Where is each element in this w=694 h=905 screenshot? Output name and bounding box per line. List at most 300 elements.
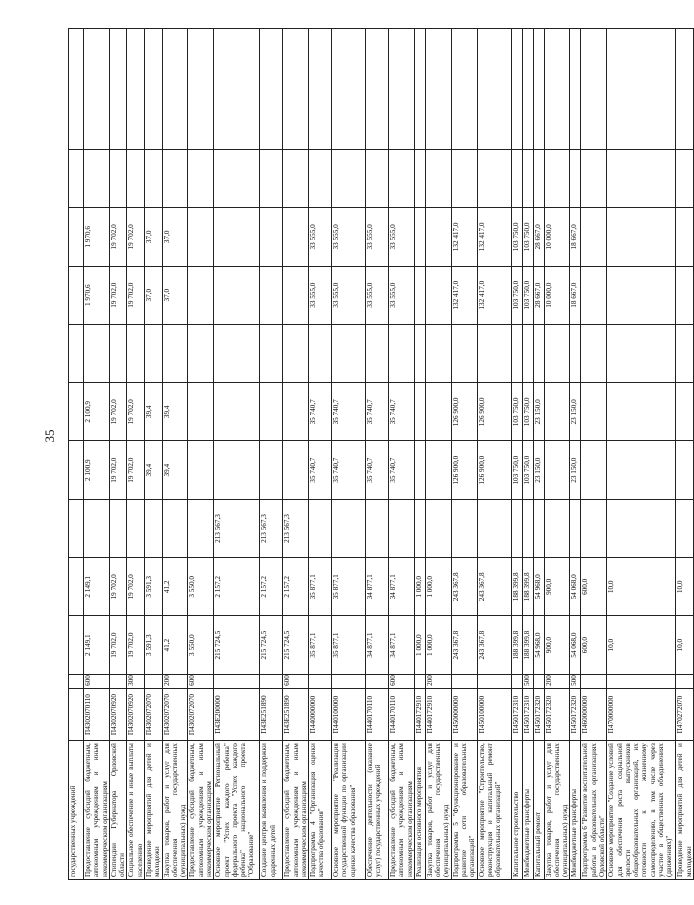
table-cell-v9 bbox=[214, 149, 260, 207]
table-cell-v3 bbox=[607, 499, 676, 557]
table-cell-v7 bbox=[676, 266, 694, 324]
table-cell-v8 bbox=[676, 208, 694, 266]
table-cell-v9 bbox=[570, 149, 581, 207]
table-cell-type: 200 bbox=[162, 674, 188, 688]
table-cell-v3: 213 567,3 bbox=[214, 499, 260, 557]
table-cell-v2: 35 877,1 bbox=[309, 558, 332, 616]
table-cell-code: П43E251890 bbox=[260, 688, 283, 740]
table-cell-name: Проведение мероприятий для детей и молодежи bbox=[144, 741, 162, 880]
table-cell-v8 bbox=[214, 208, 260, 266]
table-cell-v7 bbox=[425, 266, 451, 324]
table-cell-v3 bbox=[511, 499, 522, 557]
table-cell-v9 bbox=[522, 149, 533, 207]
table-cell-type: 600 bbox=[283, 674, 309, 688]
table-cell-v4 bbox=[676, 441, 694, 499]
table-cell-v5 bbox=[581, 383, 607, 441]
table-cell-v8 bbox=[607, 208, 676, 266]
table-cell-v3 bbox=[451, 499, 477, 557]
table-cell-name: Основное мероприятие "Создание условий для обеспечения роста социальной зрелости выпускников общеобразовательных организаций, их готовности к жизненному самоопределению, в том числе через участие в общественных объединениях (движениях)" bbox=[607, 741, 676, 880]
table-cell-v2: 35 877,1 bbox=[332, 558, 366, 616]
table-cell-v1: 54 968,0 bbox=[533, 616, 544, 674]
table-cell-v5: 39,4 bbox=[144, 383, 162, 441]
table-cell-v8: 103 750,0 bbox=[522, 208, 533, 266]
table-cell-v6 bbox=[84, 324, 110, 382]
table-cell-v6 bbox=[451, 324, 477, 382]
table-cell-v3 bbox=[366, 499, 389, 557]
table-cell-v8: 18 667,0 bbox=[570, 208, 581, 266]
table-cell-code: П4302072070 bbox=[162, 688, 188, 740]
table-cell-v4 bbox=[581, 441, 607, 499]
table-cell-v5 bbox=[69, 383, 84, 441]
table-cell-v6 bbox=[477, 324, 511, 382]
table-cell-v1: 34 877,1 bbox=[366, 616, 389, 674]
table-cell-type bbox=[214, 674, 260, 688]
table-cell-type bbox=[144, 674, 162, 688]
table-cell-v4 bbox=[544, 441, 570, 499]
table-cell-v10 bbox=[260, 29, 283, 150]
table-cell-v3 bbox=[109, 499, 127, 557]
table-cell-v6 bbox=[522, 324, 533, 382]
table-cell-v6 bbox=[366, 324, 389, 382]
budget-table-body bbox=[69, 29, 694, 880]
table-cell-v5 bbox=[188, 383, 214, 441]
table-cell-v1: 2 149,1 bbox=[84, 616, 110, 674]
table-cell-v4: 19 702,0 bbox=[109, 441, 127, 499]
table-cell-code: П450100000 bbox=[477, 688, 511, 740]
table-cell-v2: 2 157,2 bbox=[214, 558, 260, 616]
table-cell-v9 bbox=[260, 149, 283, 207]
table-cell-v9 bbox=[127, 149, 145, 207]
table-cell-v1: 1 000,0 bbox=[425, 616, 451, 674]
table-cell-v1: 41,2 bbox=[162, 616, 188, 674]
table-cell-v3: 213 567,3 bbox=[260, 499, 283, 557]
table-cell-v10 bbox=[581, 29, 607, 150]
table-cell-v4: 23 150,0 bbox=[570, 441, 581, 499]
table-cell-v2: 1 000,0 bbox=[425, 558, 451, 616]
table-cell-v1: 10,0 bbox=[607, 616, 676, 674]
table-cell-v3 bbox=[332, 499, 366, 557]
table-cell-v7 bbox=[69, 266, 84, 324]
table-cell-v3 bbox=[477, 499, 511, 557]
table-cell-type bbox=[260, 674, 283, 688]
table-cell-v7 bbox=[214, 266, 260, 324]
table-row bbox=[511, 29, 522, 880]
table-cell-code: П450172310 bbox=[511, 688, 522, 740]
table-cell-v2: 10,0 bbox=[676, 558, 694, 616]
table-cell-v7: 37,0 bbox=[162, 266, 188, 324]
table-cell-type bbox=[676, 674, 694, 688]
table-cell-v2: 2 157,2 bbox=[283, 558, 309, 616]
table-cell-v6 bbox=[309, 324, 332, 382]
table-cell-v1: 10,0 bbox=[676, 616, 694, 674]
table-cell-v7: 1 970,6 bbox=[84, 266, 110, 324]
table-cell-name: Капитальный ремонт bbox=[533, 741, 544, 880]
table-cell-v8: 33 555,0 bbox=[332, 208, 366, 266]
table-cell-v3 bbox=[127, 499, 145, 557]
table-cell-v6 bbox=[188, 324, 214, 382]
table-row bbox=[676, 29, 694, 880]
table-cell-v2: 10,0 bbox=[607, 558, 676, 616]
table-cell-code: П450172320 bbox=[533, 688, 544, 740]
table-cell-v7: 33 555,0 bbox=[366, 266, 389, 324]
table-cell-v1: 19 702,0 bbox=[109, 616, 127, 674]
table-cell-type bbox=[607, 674, 676, 688]
table-cell-v6 bbox=[214, 324, 260, 382]
table-cell-v9 bbox=[511, 149, 522, 207]
table-cell-v7: 33 555,0 bbox=[309, 266, 332, 324]
table-cell-v9 bbox=[84, 149, 110, 207]
table-cell-v3 bbox=[570, 499, 581, 557]
table-cell-v10 bbox=[162, 29, 188, 150]
table-cell-type bbox=[366, 674, 389, 688]
table-cell-v1: 3 550,0 bbox=[188, 616, 214, 674]
table-cell-v1: 215 724,5 bbox=[260, 616, 283, 674]
table-cell-name: Социальное обеспечение и иные выплаты населению bbox=[127, 741, 145, 880]
table-cell-v10 bbox=[414, 29, 425, 150]
table-cell-v5: 35 740,7 bbox=[389, 383, 415, 441]
table-cell-name: Предоставление субсидий бюджетным, автономным учреждениям и иным некоммерческим организациям bbox=[283, 741, 309, 880]
table-cell-v4 bbox=[425, 441, 451, 499]
table-cell-v2: 3 591,3 bbox=[144, 558, 162, 616]
table-cell-v5: 19 702,0 bbox=[109, 383, 127, 441]
table-cell-v5 bbox=[425, 383, 451, 441]
table-cell-v10 bbox=[332, 29, 366, 150]
table-cell-v1: 188 399,8 bbox=[522, 616, 533, 674]
table-cell-v7: 19 702,0 bbox=[127, 266, 145, 324]
table-cell-code: П440172910 bbox=[414, 688, 425, 740]
table-cell-v9 bbox=[389, 149, 415, 207]
table-cell-v5: 23 150,0 bbox=[570, 383, 581, 441]
table-cell-v1: 35 877,1 bbox=[332, 616, 366, 674]
table-cell-v3 bbox=[544, 499, 570, 557]
table-cell-v3 bbox=[309, 499, 332, 557]
table-row bbox=[214, 29, 260, 880]
table-cell-v8: 1 970,6 bbox=[84, 208, 110, 266]
table-cell-v3 bbox=[162, 499, 188, 557]
table-cell-v3 bbox=[188, 499, 214, 557]
table-cell-v2: 54 968,0 bbox=[533, 558, 544, 616]
table-cell-v10 bbox=[522, 29, 533, 150]
table-cell-v7: 132 417,0 bbox=[477, 266, 511, 324]
table-cell-v7: 28 667,0 bbox=[533, 266, 544, 324]
table-cell-name: Предоставление субсидий бюджетным, автономным учреждениям и иным некоммерческим организациям bbox=[389, 741, 415, 880]
table-cell-v5 bbox=[414, 383, 425, 441]
table-cell-name: Капитальное строительство bbox=[511, 741, 522, 880]
table-cell-code: П440170110 bbox=[366, 688, 389, 740]
table-cell-v10 bbox=[283, 29, 309, 150]
table-row bbox=[425, 29, 451, 880]
table-cell-name: Реализация основного мероприятия bbox=[414, 741, 425, 880]
table-cell-v3 bbox=[144, 499, 162, 557]
table-cell-v7: 33 555,0 bbox=[332, 266, 366, 324]
table-cell-v6 bbox=[109, 324, 127, 382]
table-cell-name: Подпрограмма 4 "Организация оценки качества образования" bbox=[309, 741, 332, 880]
table-cell-code: П470000000 bbox=[607, 688, 676, 740]
table-cell-type: 600 bbox=[188, 674, 214, 688]
table-cell-v2: 19 702,0 bbox=[127, 558, 145, 616]
table-cell-v5: 126 900,0 bbox=[477, 383, 511, 441]
table-cell-v1: 34 877,1 bbox=[389, 616, 415, 674]
table-cell-type bbox=[533, 674, 544, 688]
table-cell-v6 bbox=[332, 324, 366, 382]
table-cell-v2: 600,0 bbox=[581, 558, 607, 616]
table-cell-code: П440000000 bbox=[309, 688, 332, 740]
table-cell-code: П4302070920 bbox=[109, 688, 127, 740]
table-cell-v4: 35 740,7 bbox=[366, 441, 389, 499]
table-cell-v6 bbox=[127, 324, 145, 382]
table-cell-v1: 19 702,0 bbox=[127, 616, 145, 674]
table-cell-v2 bbox=[69, 558, 84, 616]
table-cell-v5: 19 702,0 bbox=[127, 383, 145, 441]
table-cell-v7: 10 000,0 bbox=[544, 266, 570, 324]
table-cell-v5 bbox=[676, 383, 694, 441]
table-cell-v2: 19 702,0 bbox=[109, 558, 127, 616]
table-cell-v9 bbox=[69, 149, 84, 207]
table-cell-v2: 41,2 bbox=[162, 558, 188, 616]
table-cell-code: П43E200000 bbox=[214, 688, 260, 740]
table-cell-type bbox=[109, 674, 127, 688]
table-cell-v8: 10 000,0 bbox=[544, 208, 570, 266]
table-cell-v10 bbox=[389, 29, 415, 150]
table-cell-v8 bbox=[188, 208, 214, 266]
table-cell-name: Межбюджетные трансферты bbox=[570, 741, 581, 880]
table-cell-type: 200 bbox=[425, 674, 451, 688]
table-cell-v2: 900,0 bbox=[544, 558, 570, 616]
table-cell-v8: 33 555,0 bbox=[389, 208, 415, 266]
table-cell-v8: 132 417,0 bbox=[451, 208, 477, 266]
table-cell-code: П4302070110 bbox=[84, 688, 110, 740]
table-cell-v2: 34 877,1 bbox=[389, 558, 415, 616]
table-cell-v7: 103 750,0 bbox=[522, 266, 533, 324]
table-cell-type bbox=[451, 674, 477, 688]
table-cell-code: П43E251890 bbox=[283, 688, 309, 740]
table-cell-code: П4302070920 bbox=[127, 688, 145, 740]
table-cell-v10 bbox=[144, 29, 162, 150]
table-cell-v5 bbox=[283, 383, 309, 441]
table-row bbox=[127, 29, 145, 880]
table-cell-v8: 33 555,0 bbox=[366, 208, 389, 266]
table-row bbox=[162, 29, 188, 880]
table-cell-v8 bbox=[581, 208, 607, 266]
table-cell-v10 bbox=[84, 29, 110, 150]
table-cell-v4: 126 900,0 bbox=[477, 441, 511, 499]
table-cell-v7: 33 555,0 bbox=[389, 266, 415, 324]
table-row bbox=[414, 29, 425, 880]
table-cell-v10 bbox=[188, 29, 214, 150]
table-cell-v10 bbox=[214, 29, 260, 150]
table-cell-v4: 2 100,9 bbox=[84, 441, 110, 499]
table-cell-code: П450172320 bbox=[544, 688, 570, 740]
table-cell-v5: 23 150,0 bbox=[533, 383, 544, 441]
table-cell-v1: 215 724,5 bbox=[283, 616, 309, 674]
table-cell-code: П440170110 bbox=[389, 688, 415, 740]
table-cell-v2: 2 157,2 bbox=[260, 558, 283, 616]
table-cell-v2: 188 399,8 bbox=[511, 558, 522, 616]
table-cell-v1: 243 367,8 bbox=[477, 616, 511, 674]
table-row bbox=[188, 29, 214, 880]
table-cell-v9 bbox=[477, 149, 511, 207]
table-cell-v4: 35 740,7 bbox=[332, 441, 366, 499]
table-cell-v3 bbox=[581, 499, 607, 557]
table-cell-name: Закупка товаров, работ и услуг для обеспечения государственных (муниципальных) нужд bbox=[544, 741, 570, 880]
table-cell-v6 bbox=[533, 324, 544, 382]
table-cell-v9 bbox=[144, 149, 162, 207]
table-cell-name: Предоставление субсидий бюджетным, автономным учреждениям и иным некоммерческим организациям bbox=[84, 741, 110, 880]
table-cell-v10 bbox=[607, 29, 676, 150]
table-row bbox=[533, 29, 544, 880]
table-cell-name: Межбюджетные трансферты bbox=[522, 741, 533, 880]
table-cell-v4 bbox=[414, 441, 425, 499]
table-cell-v6 bbox=[69, 324, 84, 382]
table-cell-v4: 39,4 bbox=[162, 441, 188, 499]
table-cell-v3: 213 567,3 bbox=[283, 499, 309, 557]
table-cell-v3 bbox=[676, 499, 694, 557]
table-cell-v9 bbox=[414, 149, 425, 207]
table-cell-v2: 54 068,0 bbox=[570, 558, 581, 616]
table-cell-v9 bbox=[188, 149, 214, 207]
table-cell-v5: 103 750,0 bbox=[511, 383, 522, 441]
table-cell-type: 200 bbox=[544, 674, 570, 688]
table-cell-v4 bbox=[69, 441, 84, 499]
table-cell-name: Создание центров выявления и поддержки одаренных детей bbox=[260, 741, 283, 880]
table-cell-v8: 19 702,0 bbox=[109, 208, 127, 266]
table-cell-v7 bbox=[283, 266, 309, 324]
table-cell-v10 bbox=[533, 29, 544, 150]
table-cell-type bbox=[332, 674, 366, 688]
table-cell-type bbox=[477, 674, 511, 688]
table-cell-v9 bbox=[366, 149, 389, 207]
table-cell-v9 bbox=[162, 149, 188, 207]
budget-table-rotated bbox=[68, 28, 693, 880]
rotated-table-area bbox=[68, 28, 693, 880]
table-cell-v9 bbox=[544, 149, 570, 207]
table-cell-name: Основное мероприятие "Строительство, реконструкция и капитальный ремонт образовательных организаций" bbox=[477, 741, 511, 880]
table-cell-v9 bbox=[109, 149, 127, 207]
table-cell-v6 bbox=[607, 324, 676, 382]
table-cell-v7 bbox=[581, 266, 607, 324]
table-cell-type: 300 bbox=[127, 674, 145, 688]
table-cell-v7: 103 750,0 bbox=[511, 266, 522, 324]
table-row bbox=[607, 29, 676, 880]
table-cell-v6 bbox=[676, 324, 694, 382]
table-cell-v9 bbox=[283, 149, 309, 207]
table-cell-v5 bbox=[260, 383, 283, 441]
table-cell-type: 600 bbox=[84, 674, 110, 688]
table-cell-name: Предоставление субсидий бюджетным, автономным учреждениям и иным некоммерческим организациям bbox=[188, 741, 214, 880]
table-cell-v5: 39,4 bbox=[162, 383, 188, 441]
table-cell-v1: 600,0 bbox=[581, 616, 607, 674]
table-cell-type: 500 bbox=[522, 674, 533, 688]
table-cell-code: П440100000 bbox=[332, 688, 366, 740]
table-cell-v8 bbox=[283, 208, 309, 266]
table-cell-v8 bbox=[414, 208, 425, 266]
table-cell-v3 bbox=[69, 499, 84, 557]
table-cell-v3 bbox=[414, 499, 425, 557]
table-cell-v8 bbox=[69, 208, 84, 266]
table-cell-v1: 35 877,1 bbox=[309, 616, 332, 674]
table-row bbox=[309, 29, 332, 880]
table-row bbox=[570, 29, 581, 880]
table-cell-name: Основное мероприятие Региональный проект "Успех каждого ребенка" федерального проекта "Успех каждого ребенка" национального проекта "Образование" bbox=[214, 741, 260, 880]
table-row bbox=[69, 29, 84, 880]
table-cell-v10 bbox=[544, 29, 570, 150]
table-cell-v5: 35 740,7 bbox=[332, 383, 366, 441]
table-cell-v1: 3 591,3 bbox=[144, 616, 162, 674]
table-cell-v4 bbox=[188, 441, 214, 499]
table-cell-v10 bbox=[109, 29, 127, 150]
table-cell-v7: 37,0 bbox=[144, 266, 162, 324]
table-cell-code: П450000000 bbox=[451, 688, 477, 740]
table-cell-v5: 103 750,0 bbox=[522, 383, 533, 441]
table-cell-v7 bbox=[607, 266, 676, 324]
table-cell-v2: 3 550,0 bbox=[188, 558, 214, 616]
table-row bbox=[283, 29, 309, 880]
table-cell-v3 bbox=[522, 499, 533, 557]
table-cell-v6 bbox=[389, 324, 415, 382]
table-cell-name: Закупка товаров, работ и услуг для обеспечения государственных (муниципальных) нужд bbox=[425, 741, 451, 880]
table-cell-code: П450172320 bbox=[570, 688, 581, 740]
table-cell-v5 bbox=[214, 383, 260, 441]
table-cell-name: государственных учреждений bbox=[69, 741, 84, 880]
table-row bbox=[544, 29, 570, 880]
table-row bbox=[144, 29, 162, 880]
table-cell-type: 500 bbox=[570, 674, 581, 688]
table-row bbox=[366, 29, 389, 880]
table-cell-v6 bbox=[570, 324, 581, 382]
table-cell-name: Стипендии Губернатора Орловской области bbox=[109, 741, 127, 880]
table-cell-v4: 103 750,0 bbox=[522, 441, 533, 499]
table-row bbox=[451, 29, 477, 880]
table-cell-code: П460000000 bbox=[581, 688, 607, 740]
table-cell-v2: 243 367,8 bbox=[451, 558, 477, 616]
table-cell-v2: 243 367,8 bbox=[477, 558, 511, 616]
table-cell-v4: 19 702,0 bbox=[127, 441, 145, 499]
table-cell-name: Подпрограмма 5 "Функционирование и развитие сети образовательных организаций" bbox=[451, 741, 477, 880]
table-cell-v10 bbox=[570, 29, 581, 150]
table-cell-v8 bbox=[425, 208, 451, 266]
table-cell-v7: 18 667,0 bbox=[570, 266, 581, 324]
table-cell-v3 bbox=[84, 499, 110, 557]
table-cell-name: Обеспечение деятельности (оказание услуг) государственных учреждений bbox=[366, 741, 389, 880]
table-cell-v2: 34 877,1 bbox=[366, 558, 389, 616]
table-cell-type bbox=[581, 674, 607, 688]
table-cell-v6 bbox=[144, 324, 162, 382]
table-cell-v7 bbox=[414, 266, 425, 324]
budget-table bbox=[68, 28, 694, 880]
table-row bbox=[84, 29, 110, 880]
table-cell-code: П440172910 bbox=[425, 688, 451, 740]
table-cell-v5: 35 740,7 bbox=[309, 383, 332, 441]
table-row bbox=[260, 29, 283, 880]
table-cell-name: Подпрограмма 6 "Развитие воспитательной работы в образовательных организациях Орловской области" bbox=[581, 741, 607, 880]
table-cell-code: П4302072070 bbox=[144, 688, 162, 740]
table-cell-v9 bbox=[425, 149, 451, 207]
table-row bbox=[581, 29, 607, 880]
table-cell-v10 bbox=[477, 29, 511, 150]
table-cell-v9 bbox=[581, 149, 607, 207]
table-cell-v1: 54 068,0 bbox=[570, 616, 581, 674]
table-cell-v2: 1 000,0 bbox=[414, 558, 425, 616]
table-cell-v1: 215 724,5 bbox=[214, 616, 260, 674]
table-cell-v6 bbox=[544, 324, 570, 382]
table-cell-v6 bbox=[425, 324, 451, 382]
table-cell-v4: 35 740,7 bbox=[389, 441, 415, 499]
table-cell-v10 bbox=[309, 29, 332, 150]
table-cell-v5: 35 740,7 bbox=[366, 383, 389, 441]
table-cell-v9 bbox=[607, 149, 676, 207]
table-cell-v4: 35 740,7 bbox=[309, 441, 332, 499]
table-cell-v6 bbox=[260, 324, 283, 382]
